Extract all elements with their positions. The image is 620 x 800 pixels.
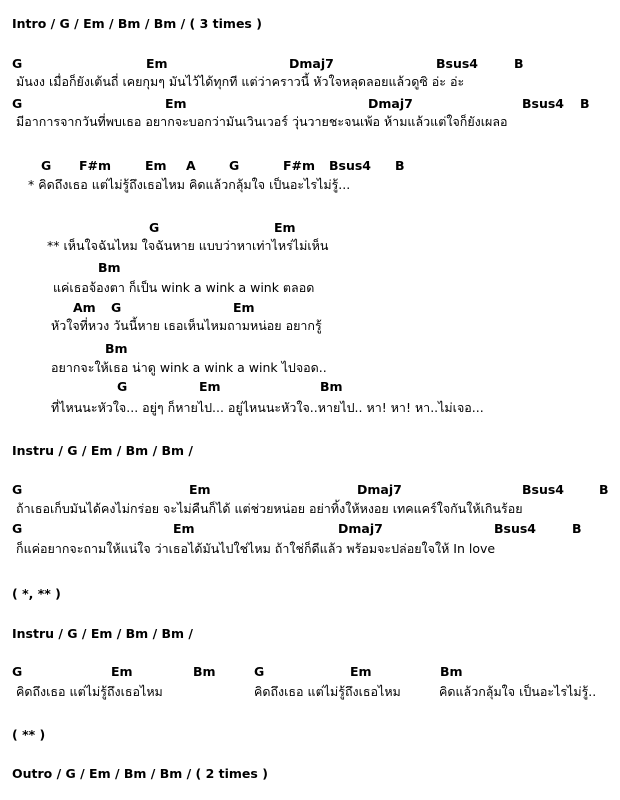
chord: Em [173,521,195,536]
lyric-line: ก็แค่อยากจะถามให้แน่ใจ ว่าเธอได้มันไปใช่ไหม ถ้าใช่ก็ดีแล้ว พร้อมจะปล่อยใจให้ In love [16,541,496,556]
lyric-line: คิดแล้วกลุ้มใจ เป็นอะไรไม่รู้.. [439,684,597,699]
chord: B [514,56,524,71]
chord: F#m [283,158,316,173]
chord: Bm [193,664,216,679]
chord: Bsus4 [522,96,565,111]
chord: Bm [105,341,128,356]
chord: Bsus4 [494,521,537,536]
chord: G [12,56,23,71]
chord: Em [199,379,221,394]
chord: G [111,300,122,315]
chord: Bm [440,664,463,679]
instrumental-line: Instru / G / Em / Bm / Bm / [12,443,193,458]
chord: Am [73,300,96,315]
chord: Em [165,96,187,111]
chord: G [12,664,23,679]
lyric-line: ถ้าเธอเก็บมันได้คงไม่กร่อย จะไม่คืนก็ได้ แต่ช่วยหน่อย อย่าทิ้งให้หงอย เทคแคร์ใจกันให้เกินร้อย [16,501,523,516]
chord: Bm [320,379,343,394]
chord: Em [350,664,372,679]
chord: Bsus4 [522,482,565,497]
chord: G [254,664,265,679]
chord: Em [274,220,296,235]
chord: B [572,521,582,536]
chord: Bm [98,260,121,275]
chord: G [117,379,128,394]
chord: Em [233,300,255,315]
chord: Em [111,664,133,679]
lyric-line: ** เห็นใจฉันไหม ใจฉันหาย แบบว่าหาเท่าไหร่ไม่เห็น [47,238,329,253]
chord: Dmaj7 [289,56,334,71]
lyric-line: มีอาการจากวันที่พบเธอ อยากจะบอกว่ามันเวินเวอร์ วุ่นวายชะจนเพ้อ ห้ามแล้วแต่ใจก็ยังเผลอ [16,114,508,129]
chord: Dmaj7 [368,96,413,111]
chord: G [41,158,52,173]
instrumental-line: Instru / G / Em / Bm / Bm / [12,626,193,641]
chord: G [12,521,23,536]
lyric-line: หัวใจที่หวง วันนี้หาย เธอเห็นไหมถามหน่อย อยากรู้ [51,318,322,333]
chord: B [599,482,609,497]
chord: G [12,96,23,111]
lyric-line: * คิดถึงเธอ แต่ไม่รู้ถึงเธอไหม คิดแล้วกลุ้มใจ เป็นอะไรไม่รู้... [28,177,351,192]
chord: Em [145,158,167,173]
lyric-line: แค่เธอจ้องตา ก็เป็น wink a wink a wink ตลอด [53,280,315,295]
outro-line: Outro / G / Em / Bm / Bm / ( 2 times ) [12,766,268,781]
lyric-line: คิดถึงเธอ แต่ไม่รู้ถึงเธอไหม [254,684,401,699]
lyric-line: คิดถึงเธอ แต่ไม่รู้ถึงเธอไหม [16,684,163,699]
lyric-line: ที่ไหนนะหัวใจ... อยู่ๆ ก็หายไป... อยู่ไหนนะหัวใจ..หายไป.. หา! หา! หา..ไม่เจอ... [51,400,484,415]
chord: Dmaj7 [338,521,383,536]
chord: Em [189,482,211,497]
lyric-line: มันงง เมื่อก็ยังเต้นถี่ เคยกุมๆ มันไว้ได้ทุกที แต่ว่าคราวนี้ หัวใจหลุดลอยแล้วดูซิ อ่ะ อ่ะ [16,74,465,89]
chord: F#m [79,158,112,173]
chord: Dmaj7 [357,482,402,497]
chord: B [395,158,405,173]
chord: G [12,482,23,497]
repeat-marker: ( *, ** ) [12,586,61,601]
chord: B [580,96,590,111]
chord: Em [146,56,168,71]
intro-line: Intro / G / Em / Bm / Bm / ( 3 times ) [12,16,262,31]
repeat-marker: ( ** ) [12,727,46,742]
chord: Bsus4 [329,158,372,173]
chord: Bsus4 [436,56,479,71]
chord: A [186,158,196,173]
chord: G [229,158,240,173]
lyric-line: อยากจะให้เธอ น่าดู wink a wink a wink ไปจอด.. [51,360,327,375]
chord: G [149,220,160,235]
